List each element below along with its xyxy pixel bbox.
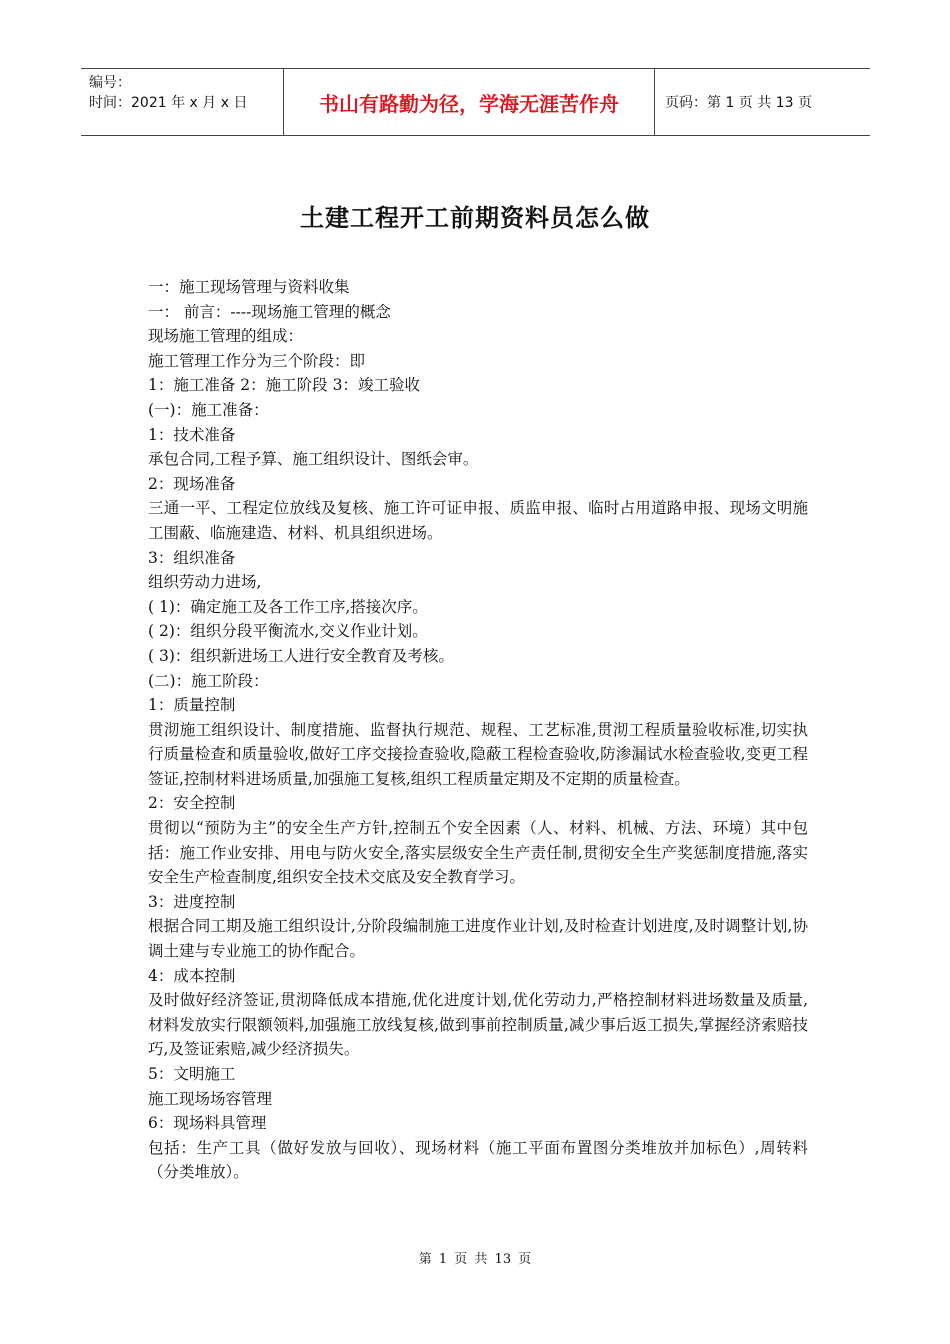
text-line: 现场施工管理的组成： — [148, 327, 304, 346]
text-line: 4：成本控制 — [148, 966, 236, 985]
text-line: 及时做好经济签证,贯沏降低成本措施,优化进度计划,优化劳动力,严格控制材料进场数量及质量,材料发放实行限额领料,加强施工放线复核,做到事前控制质量,减少事后返工损失,掌握经济索赔技巧,及签证索赔,减少经济损失。 — [148, 991, 808, 1059]
text-line: 施工现场场容管理 — [148, 1089, 273, 1108]
text-line: 根据合同工期及施工组织设计,分阶段编制施工进度作业计划,及时检查计划进度,及时调整计划,协调土建与专业施工的协作配合。 — [148, 917, 808, 961]
text-line: 3：进度控制 — [148, 892, 236, 911]
text-line: ( 3)：组织新进场工人进行安全教育及考核。 — [148, 646, 454, 665]
text-line: 5：文明施工 — [148, 1065, 236, 1083]
page-code: 页码：第 1 页 共 13 页 — [665, 95, 812, 111]
motto: 书山有路勤为径，学海无涯苦作舟 — [283, 69, 655, 135]
text-line: 1：技术准备 — [148, 425, 236, 444]
time-label: 时间：2021 年 x 月 x 日 — [89, 95, 248, 111]
text-line: 承包合同,工程予算、施工组织设计、图纸会审。 — [148, 450, 479, 469]
text-line: ( 1)：确定施工及各工作工序,搭接次序。 — [148, 597, 428, 616]
text-line: 组织劳动力进场, — [148, 573, 262, 592]
text-line: 包括：生产工具（做好发放与回收）、现场材料（施工平面布置图分类堆放并加标色）,周转料（分类堆放）。 — [148, 1138, 808, 1182]
text-line: 贯彻以“预防为主”的安全生产方针,控制五个安全因素（人、材料、机械、方法、环境）其中包括：施工作业安排、用电与防火安全,落实层级安全生产责任制,贯彻安全生产奖惩制度措施,落实安全生产检查制度,组织安全技术交底及安全教育学习。 — [148, 819, 808, 887]
text-line: 1：施工准备 2：施工阶段 3：竣工验收 — [148, 376, 420, 395]
number-label: 编号： — [89, 75, 131, 91]
text-line: (二)：施工阶段： — [148, 671, 269, 690]
document-body — [148, 275, 808, 1185]
header-meta — [81, 69, 283, 135]
page-footer: 第 1 页 共 13 页 — [418, 1252, 532, 1267]
text-line: 2：安全控制 — [148, 794, 236, 813]
text-line: 一：施工现场管理与资料收集 — [148, 278, 350, 296]
text-line: 1：质量控制 — [148, 696, 236, 715]
header-table — [81, 68, 870, 136]
text-line: (一)：施工准备： — [148, 400, 269, 419]
text-line: 贯沏施工组织设计、制度措施、监督执行规范、规程、工艺标准,贯沏工程质量验收标准,切实执行质量检查和质量验收,做好工序交接捡查验收,隐蔽工程检查验收,防渗漏试水检查验收,变更工程签证,控制材料进场质量,加强施工复核,组织工程质量定期及不定期的质量检查。 — [148, 720, 808, 788]
text-line: 三通一平、工程定位放线及复核、施工许可证申报、质监申报、临时占用道路申报、现场文明施工围蔽、临施建造、材料、机具组织进场。 — [148, 499, 808, 542]
text-line: 6：现场料具管理 — [148, 1114, 267, 1133]
document-title: 土建工程开工前期资料员怎么做 — [300, 204, 650, 232]
text-line: 施工管理工作分为三个阶段：即 — [148, 351, 366, 370]
text-line: ( 2)：组织分段平衡流水,交义作业计划。 — [148, 622, 428, 641]
text-line: 一： 前言：----现场施工管理的概念 — [148, 302, 391, 321]
text-line: 3：组织准备 — [148, 548, 236, 567]
text-line: 2：现场准备 — [148, 474, 236, 493]
